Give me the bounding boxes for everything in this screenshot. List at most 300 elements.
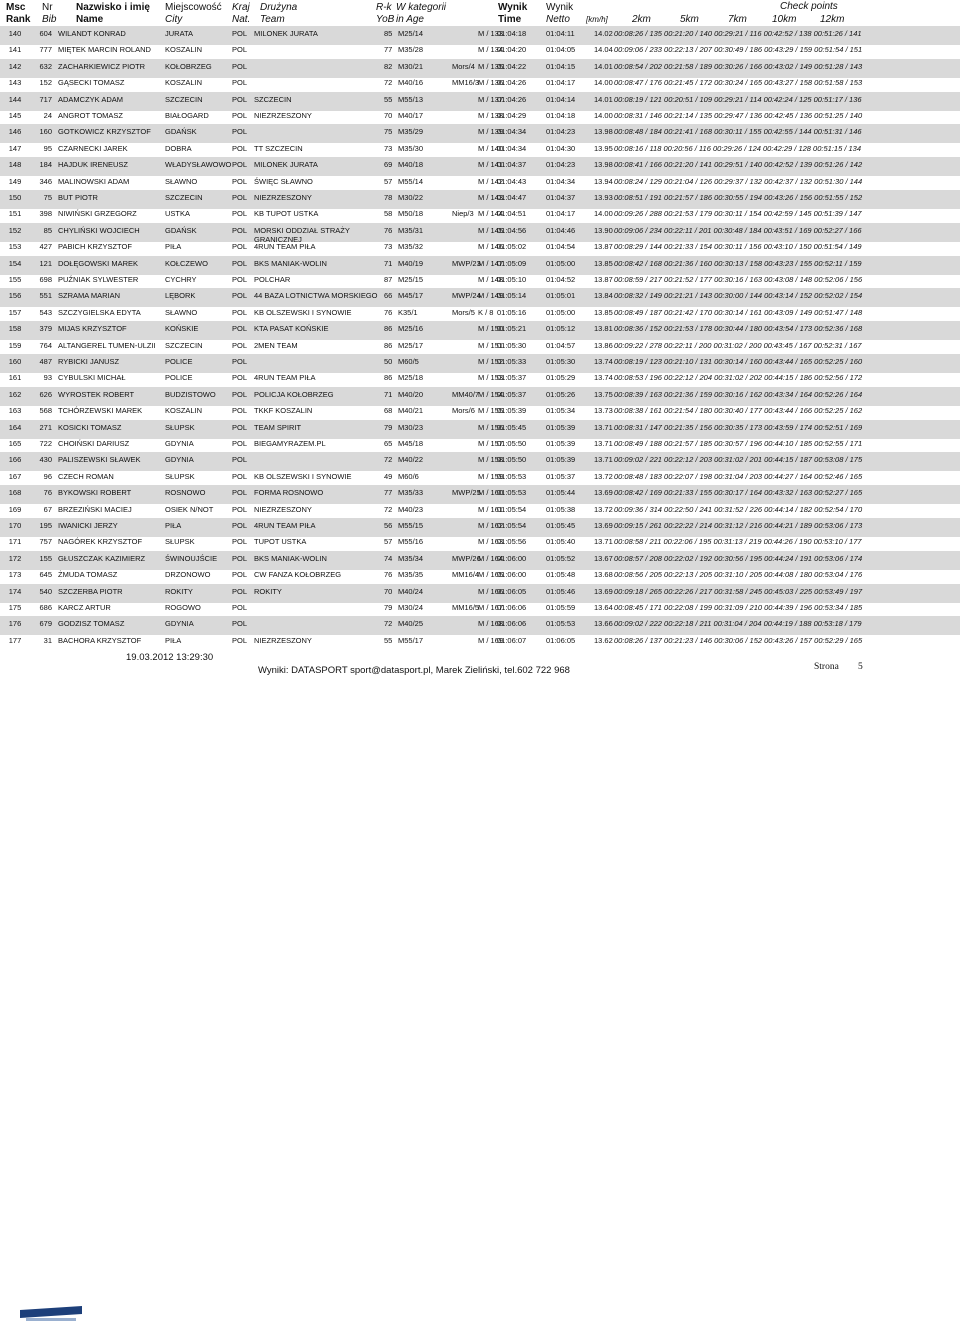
bib-cell: 645 (39, 570, 52, 580)
speed-cell: 13.98 (594, 160, 613, 170)
category-cell: MM40/7 (452, 389, 480, 399)
gender-rank-cell: M / 155 (478, 406, 504, 416)
age-cell: M25/17 (398, 340, 424, 350)
netto-cell: 01:05:52 (546, 553, 576, 563)
age-cell: M40/20 (398, 389, 424, 399)
checkpoints-cell: 00:08:47 / 176 00:21:45 / 172 00:30:24 / 165 00:43:27 / 158 00:51:58 / 153 (614, 78, 863, 88)
team-cell: KB TUPOT USTKA (254, 209, 319, 219)
city-cell: OSIEK N/NOT (165, 504, 214, 514)
team-cell: KTA PASAT KOŃSKIE (254, 324, 329, 334)
gender-rank-cell: M / 167 (478, 603, 504, 612)
rank-cell: 171 (8, 537, 22, 547)
checkpoints-cell: 00:09:26 / 288 00:21:53 / 179 00:30:11 / 154 00:42:59 / 145 00:51:39 / 147 (614, 209, 862, 219)
bib-cell: 155 (39, 553, 52, 563)
checkpoints-cell: 00:08:58 / 211 00:22:06 / 195 00:31:13 / 219 00:44:26 / 190 00:53:10 / 177 (614, 537, 862, 547)
header-kmh: [km/h] (586, 15, 608, 24)
name-cell: ŻMUDA TOMASZ (58, 570, 118, 580)
header-nazwisko: Nazwisko i imię (76, 2, 150, 13)
gender-rank-cell: M / 151 (478, 340, 504, 350)
team-cell: BKS MANIAK-WOLIN (254, 258, 327, 268)
bib-cell: 67 (43, 504, 52, 514)
table-header (0, 0, 960, 26)
nat-cell: POL (232, 389, 248, 399)
nat-cell: POL (232, 537, 248, 547)
age-cell: M55/17 (398, 635, 424, 645)
speed-cell: 13.69 (594, 521, 613, 530)
category-cell: MWP/26 (452, 553, 481, 563)
team-cell: TEAM SPIRIT (254, 422, 302, 432)
nat-cell: POL (232, 176, 248, 186)
team-cell: FORMA ROSNOWO (254, 488, 324, 498)
speed-cell: 13.64 (594, 603, 613, 612)
city-cell: SZCZECIN (165, 94, 203, 104)
speed-cell: 13.81 (594, 324, 613, 334)
checkpoints-cell: 00:09:22 / 278 00:22:11 / 200 00:31:02 / 200 00:43:45 / 167 00:52:31 / 167 (614, 340, 862, 350)
yob-cell: 76 (384, 570, 393, 580)
netto-cell: 01:05:00 (546, 258, 576, 268)
rank-cell: 168 (8, 488, 22, 498)
bib-cell: 626 (39, 389, 52, 399)
city-cell: GDAŃSK (165, 225, 197, 235)
speed-cell: 14.02 (594, 29, 613, 38)
checkpoints-cell: 00:08:31 / 147 00:21:35 / 156 00:30:35 / 173 00:43:59 / 174 00:52:51 / 169 (614, 422, 863, 432)
yob-cell: 72 (384, 78, 393, 88)
age-cell: M55/13 (398, 94, 424, 104)
gender-rank-cell: M / 154 (478, 389, 504, 399)
time-cell: 01:05:02 (497, 242, 527, 252)
nat-cell: POL (232, 242, 248, 252)
gender-rank-cell: M / 138 (478, 111, 504, 120)
checkpoints-cell: 00:08:19 / 121 00:20:51 / 109 00:29:21 / 114 00:42:24 / 125 00:51:17 / 136 (614, 94, 862, 104)
time-cell: 01:04:26 (497, 94, 527, 104)
header-team: Team (260, 14, 285, 25)
name-cell: SZCZYGIELSKA EDYTA (58, 307, 141, 317)
gender-rank-cell: M / 139 (478, 127, 504, 137)
team-cell: 4RUN TEAM PIŁA (254, 521, 316, 530)
yob-cell: 57 (384, 176, 393, 186)
bib-cell: 85 (43, 225, 52, 235)
city-cell: JURATA (165, 29, 194, 38)
name-cell: MIĘTEK MARCIN ROLAND (58, 45, 151, 55)
rank-cell: 169 (8, 504, 22, 514)
bib-cell: 379 (39, 324, 52, 334)
bib-cell: 160 (39, 127, 52, 137)
bib-cell: 271 (39, 422, 52, 432)
rank-cell: 164 (8, 422, 22, 432)
rank-cell: 149 (8, 176, 22, 186)
bib-cell: 543 (39, 307, 52, 317)
checkpoints-cell: 00:08:38 / 161 00:21:54 / 180 00:30:40 / 177 00:43:44 / 166 00:52:25 / 162 (614, 406, 863, 416)
nat-cell: POL (232, 603, 248, 612)
age-cell: M25/15 (398, 275, 424, 284)
yob-cell: 79 (384, 422, 393, 432)
nat-cell: POL (232, 61, 248, 71)
age-cell: M30/24 (398, 603, 424, 612)
bib-cell: 604 (39, 29, 52, 38)
bib-cell: 121 (39, 258, 52, 268)
age-cell: M35/30 (398, 143, 424, 153)
checkpoints-cell: 00:08:29 / 144 00:21:33 / 154 00:30:11 / 156 00:43:10 / 150 00:51:54 / 149 (614, 242, 862, 252)
nat-cell: POL (232, 570, 248, 580)
netto-cell: 01:05:39 (546, 439, 576, 448)
time-cell: 01:05:37 (497, 373, 527, 383)
bib-cell: 31 (43, 635, 52, 645)
yob-cell: 55 (384, 635, 393, 645)
city-cell: ROSNOWO (165, 488, 206, 498)
speed-cell: 14.04 (594, 45, 613, 55)
speed-cell: 13.66 (594, 619, 613, 629)
time-cell: 01:05:16 (497, 307, 527, 317)
nat-cell: POL (232, 619, 248, 629)
age-cell: M55/16 (398, 537, 424, 547)
gender-rank-cell: M / 147 (478, 258, 504, 268)
city-cell: SŁAWNO (165, 307, 198, 317)
bib-cell: 722 (39, 439, 52, 448)
header-msc: Msc (6, 2, 26, 13)
time-cell: 01:05:54 (497, 504, 527, 514)
time-cell: 01:05:50 (497, 455, 527, 465)
gender-rank-cell: M / 136 (478, 78, 504, 88)
netto-cell: 01:05:12 (546, 324, 576, 334)
yob-cell: 78 (384, 193, 393, 202)
nat-cell: POL (232, 455, 248, 465)
gender-rank-cell: M / 140 (478, 143, 504, 153)
netto-cell: 01:05:30 (546, 357, 576, 366)
category-cell: Mors/4 (452, 61, 475, 71)
yob-cell: 70 (384, 586, 393, 596)
age-cell: M25/14 (398, 29, 424, 38)
nat-cell: POL (232, 586, 248, 596)
age-cell: K35/1 (398, 307, 418, 317)
speed-cell: 13.84 (594, 291, 613, 301)
header-nr: Nr (42, 2, 53, 13)
age-cell: M40/16 (398, 78, 424, 88)
rank-cell: 160 (8, 357, 22, 366)
header-cp5: 5km (680, 14, 699, 25)
gender-rank-cell: M / 148 (478, 275, 504, 284)
yob-cell: 87 (384, 275, 393, 284)
yob-cell: 85 (384, 29, 393, 38)
time-cell: 01:05:56 (497, 537, 527, 547)
age-cell: M40/22 (398, 455, 424, 465)
gender-rank-cell: M / 135 (478, 61, 504, 71)
header-checkpoints: Check points (780, 1, 838, 12)
bib-cell: 427 (39, 242, 52, 252)
yob-cell: 71 (384, 258, 393, 268)
checkpoints-cell: 00:09:06 / 233 00:22:13 / 207 00:30:49 / 186 00:43:29 / 159 00:51:54 / 151 (614, 45, 863, 55)
time-cell: 01:06:00 (497, 570, 527, 580)
nat-cell: POL (232, 373, 248, 383)
yob-cell: 72 (384, 619, 393, 629)
rank-cell: 144 (8, 94, 22, 104)
city-cell: SŁUPSK (165, 537, 195, 547)
time-cell: 01:05:33 (497, 357, 527, 366)
checkpoints-cell: 00:08:31 / 146 00:21:14 / 135 00:29:47 / 136 00:42:45 / 136 00:51:25 / 140 (614, 111, 863, 120)
yob-cell: 58 (384, 209, 393, 219)
name-cell: GODZISZ TOMASZ (58, 619, 125, 629)
rank-cell: 163 (8, 406, 22, 416)
gender-rank-cell: M / 153 (478, 373, 504, 383)
checkpoints-cell: 00:09:06 / 234 00:22:11 / 201 00:30:48 / 184 00:43:51 / 169 00:52:27 / 166 (614, 225, 862, 235)
name-cell: GĄSECKI TOMASZ (58, 78, 125, 88)
speed-cell: 13.74 (594, 357, 613, 366)
speed-cell: 13.98 (594, 127, 613, 137)
gender-rank-cell: M / 165 (478, 570, 504, 580)
nat-cell: POL (232, 357, 248, 366)
gender-rank-cell: M / 144 (478, 209, 504, 219)
speed-cell: 14.00 (594, 209, 613, 219)
netto-cell: 01:04:54 (546, 242, 576, 252)
age-cell: M40/25 (398, 619, 424, 629)
time-cell: 01:04:18 (497, 29, 527, 38)
city-cell: GDYNIA (165, 455, 194, 465)
category-cell: MWP/24 (452, 291, 481, 301)
city-cell: KOŁCZEWO (165, 258, 208, 268)
time-cell: 01:05:09 (497, 258, 527, 268)
header-time: Time (498, 14, 522, 25)
time-cell: 01:06:05 (497, 586, 527, 596)
gender-rank-cell: M / 141 (478, 160, 504, 170)
netto-cell: 01:05:53 (546, 619, 576, 629)
category-cell: MM16/5 (452, 603, 480, 612)
name-cell: BRZEZIŃSKI MACIEJ (58, 504, 132, 514)
yob-cell: 66 (384, 291, 393, 301)
nat-cell: POL (232, 553, 248, 563)
name-cell: CHYLIŃSKI WOJCIECH (58, 225, 140, 235)
age-cell: M35/35 (398, 570, 424, 580)
nat-cell: POL (232, 225, 248, 235)
name-cell: MIJAS KRZYSZTOF (58, 324, 127, 334)
time-cell: 01:04:47 (497, 193, 527, 202)
time-cell: 01:04:51 (497, 209, 527, 219)
city-cell: PIŁA (165, 635, 182, 645)
time-cell: 01:04:43 (497, 176, 527, 186)
rank-cell: 166 (8, 455, 22, 465)
yob-cell: 76 (384, 307, 393, 317)
gender-rank-cell: M / 149 (478, 291, 504, 301)
yob-cell: 76 (384, 225, 393, 235)
header-rank: Rank (6, 14, 31, 25)
yob-cell: 75 (384, 127, 393, 137)
time-cell: 01:05:37 (497, 389, 527, 399)
name-cell: KARCZ ARTUR (58, 603, 111, 612)
age-cell: M35/29 (398, 127, 424, 137)
name-cell: TCHÓRZEWSKI MAREK (58, 406, 143, 416)
header-wynik2: Wynik (546, 2, 574, 13)
age-cell: M40/23 (398, 504, 424, 514)
nat-cell: POL (232, 635, 248, 645)
rank-cell: 152 (8, 225, 22, 235)
speed-cell: 13.85 (594, 307, 613, 317)
speed-cell: 13.71 (594, 439, 613, 448)
team-cell: MILONEK JURATA (254, 29, 318, 38)
speed-cell: 13.90 (594, 225, 613, 235)
speed-cell: 14.00 (594, 78, 613, 88)
netto-cell: 01:05:00 (546, 307, 576, 317)
header-kraj: Kraj (232, 2, 250, 13)
netto-cell: 01:04:57 (546, 340, 576, 350)
category-cell: MWP/25 (452, 488, 481, 498)
bib-cell: 398 (39, 209, 52, 219)
rank-cell: 157 (8, 307, 22, 317)
gender-rank-cell: M / 168 (478, 619, 504, 629)
nat-cell: POL (232, 422, 248, 432)
city-cell: KOSZALIN (165, 406, 203, 416)
age-cell: M25/18 (398, 373, 424, 383)
age-cell: M30/22 (398, 193, 424, 202)
time-cell: 01:06:07 (497, 635, 527, 645)
yob-cell: 77 (384, 488, 393, 498)
checkpoints-cell: 00:08:26 / 135 00:21:20 / 140 00:29:21 / 116 00:42:52 / 138 00:51:26 / 141 (614, 29, 862, 38)
team-cell-line2: GRANICZNEJ (254, 234, 302, 244)
header-cp10: 10km (772, 14, 797, 25)
netto-cell: 01:05:45 (546, 521, 576, 530)
rank-cell: 154 (8, 258, 22, 268)
bib-cell: 686 (39, 603, 52, 612)
name-cell: GOTKOWICZ KRZYSZTOF (58, 127, 151, 137)
checkpoints-cell: 00:09:18 / 265 00:22:26 / 217 00:31:58 / 245 00:45:03 / 225 00:53:49 / 197 (614, 586, 863, 596)
time-cell: 01:04:34 (497, 143, 527, 153)
gender-rank-cell: M / 161 (478, 504, 504, 514)
yob-cell: 68 (384, 406, 393, 416)
bib-cell: 551 (39, 291, 52, 301)
gender-rank-cell: M / 145 (478, 225, 504, 235)
name-cell: SZCZERBA PIOTR (58, 586, 123, 596)
checkpoints-cell: 00:08:48 / 184 00:21:41 / 168 00:30:11 / 155 00:42:55 / 144 00:51:31 / 146 (614, 127, 862, 137)
name-cell: NAGÓREK KRZYSZTOF (58, 537, 143, 547)
netto-cell: 01:04:17 (546, 78, 576, 88)
header-nat: Nat. (232, 14, 251, 25)
city-cell: DOBRA (165, 143, 192, 153)
print-date: 19.03.2012 13:29:30 (126, 652, 214, 663)
rank-cell: 158 (8, 324, 22, 334)
team-cell: KB OLSZEWSKI I SYNOWIE (254, 307, 352, 317)
nat-cell: POL (232, 29, 248, 38)
rank-cell: 151 (8, 209, 22, 219)
age-cell: M55/14 (398, 176, 424, 186)
nat-cell: POL (232, 488, 248, 498)
netto-cell: 01:04:23 (546, 127, 576, 137)
city-cell: WŁADYSŁAWOWO (165, 160, 232, 170)
checkpoints-cell: 00:08:39 / 163 00:21:36 / 159 00:30:16 / 162 00:43:34 / 164 00:52:26 / 164 (614, 389, 863, 399)
age-cell: M30/23 (398, 422, 424, 432)
checkpoints-cell: 00:08:56 / 205 00:22:13 / 205 00:31:10 / 205 00:44:08 / 180 00:53:04 / 176 (614, 570, 863, 580)
netto-cell: 01:05:39 (546, 422, 576, 432)
time-cell: 01:04:20 (497, 45, 527, 55)
speed-cell: 13.95 (594, 143, 613, 153)
rank-cell: 148 (8, 160, 22, 170)
checkpoints-cell: 00:08:59 / 217 00:21:52 / 177 00:30:16 / 163 00:43:08 / 148 00:52:06 / 156 (614, 275, 863, 284)
time-cell: 01:04:37 (497, 160, 527, 170)
yob-cell: 86 (384, 324, 393, 334)
bib-cell: 346 (39, 176, 52, 186)
bib-cell: 487 (39, 357, 52, 366)
bib-cell: 757 (39, 537, 52, 547)
age-cell: M40/17 (398, 111, 424, 120)
city-cell: SŁUPSK (165, 471, 195, 481)
category-cell: Mors/5 (452, 307, 475, 317)
name-cell: SZRAMA MARIAN (58, 291, 121, 301)
gender-rank-cell: M / 150 (478, 324, 504, 334)
credits: Wyniki: DATASPORT sport@datasport.pl, Marek Zieliński, tel.602 722 968 (258, 665, 570, 676)
gender-rank-cell: M / 156 (478, 422, 504, 432)
speed-cell: 13.94 (594, 176, 613, 186)
speed-cell: 13.93 (594, 193, 613, 202)
checkpoints-cell: 00:09:02 / 221 00:22:12 / 203 00:31:02 / 201 00:44:15 / 187 00:53:08 / 175 (614, 455, 863, 465)
city-cell: SZCZECIN (165, 193, 203, 202)
team-cell: TT SZCZECIN (254, 143, 303, 153)
gender-rank-cell: M / 143 (478, 193, 504, 202)
gender-rank-cell: M / 152 (478, 357, 504, 366)
age-cell: M45/18 (398, 439, 424, 448)
gender-rank-cell: M / 146 (478, 242, 504, 252)
speed-cell: 13.69 (594, 586, 613, 596)
age-cell: M40/21 (398, 406, 424, 416)
nat-cell: POL (232, 291, 248, 301)
team-cell: 4RUN TEAM PIŁA (254, 373, 316, 383)
header-rk: R-k (376, 2, 392, 13)
name-cell: DOŁĘGOWSKI MAREK (58, 258, 139, 268)
age-cell: M35/28 (398, 45, 424, 55)
name-cell: BACHORA KRZYSZTOF (58, 635, 142, 645)
nat-cell: POL (232, 439, 248, 448)
netto-cell: 01:05:01 (546, 291, 576, 301)
time-cell: 01:05:21 (497, 324, 527, 334)
name-cell: GŁUSZCZAK KAZIMIERZ (58, 553, 146, 563)
netto-cell: 01:05:44 (546, 488, 576, 498)
gender-rank-cell: M / 133 (478, 29, 504, 38)
page-number: 5 (858, 662, 863, 672)
rank-cell: 165 (8, 439, 22, 448)
netto-cell: 01:04:15 (546, 61, 576, 71)
checkpoints-cell: 00:08:42 / 168 00:21:36 / 160 00:30:13 / 158 00:43:23 / 155 00:52:11 / 159 (614, 258, 862, 268)
speed-cell: 13.71 (594, 422, 613, 432)
team-cell: KB OLSZEWSKI I SYNOWIE (254, 471, 352, 481)
team-cell: TUPOT USTKA (254, 537, 307, 547)
nat-cell: POL (232, 111, 248, 120)
netto-cell: 01:04:23 (546, 160, 576, 170)
name-cell: BYKOWSKI ROBERT (58, 488, 132, 498)
checkpoints-cell: 00:08:48 / 183 00:22:07 / 198 00:31:04 / 203 00:44:27 / 164 00:52:46 / 165 (614, 471, 863, 481)
speed-cell: 13.75 (594, 389, 613, 399)
team-cell: 44 BAZA LOTNICTWA MORSKIEGO (254, 291, 378, 301)
netto-cell: 01:05:39 (546, 455, 576, 465)
time-cell: 01:04:26 (497, 78, 527, 88)
city-cell: ROGOWO (165, 603, 201, 612)
header-city: City (165, 14, 183, 25)
nat-cell: POL (232, 307, 248, 317)
name-cell: ADAMCZYK ADAM (58, 94, 124, 104)
speed-cell: 14.00 (594, 111, 613, 120)
city-cell: GDYNIA (165, 619, 194, 629)
checkpoints-cell: 00:08:42 / 169 00:21:33 / 155 00:30:17 / 164 00:43:32 / 163 00:52:27 / 165 (614, 488, 863, 498)
yob-cell: 79 (384, 603, 393, 612)
yob-cell: 70 (384, 111, 393, 120)
netto-cell: 01:04:37 (546, 193, 576, 202)
gender-rank-cell: M / 159 (478, 471, 504, 481)
speed-cell: 13.72 (594, 504, 613, 514)
time-cell: 01:06:00 (497, 553, 527, 563)
netto-cell: 01:05:59 (546, 603, 576, 612)
time-cell: 01:05:45 (497, 422, 527, 432)
city-cell: KOSZALIN (165, 45, 203, 55)
speed-cell: 13.86 (594, 340, 613, 350)
time-cell: 01:05:50 (497, 439, 527, 448)
city-cell: GDAŃSK (165, 127, 197, 137)
header-name: Name (76, 14, 104, 25)
nat-cell: POL (232, 78, 248, 88)
rank-cell: 150 (8, 193, 22, 202)
